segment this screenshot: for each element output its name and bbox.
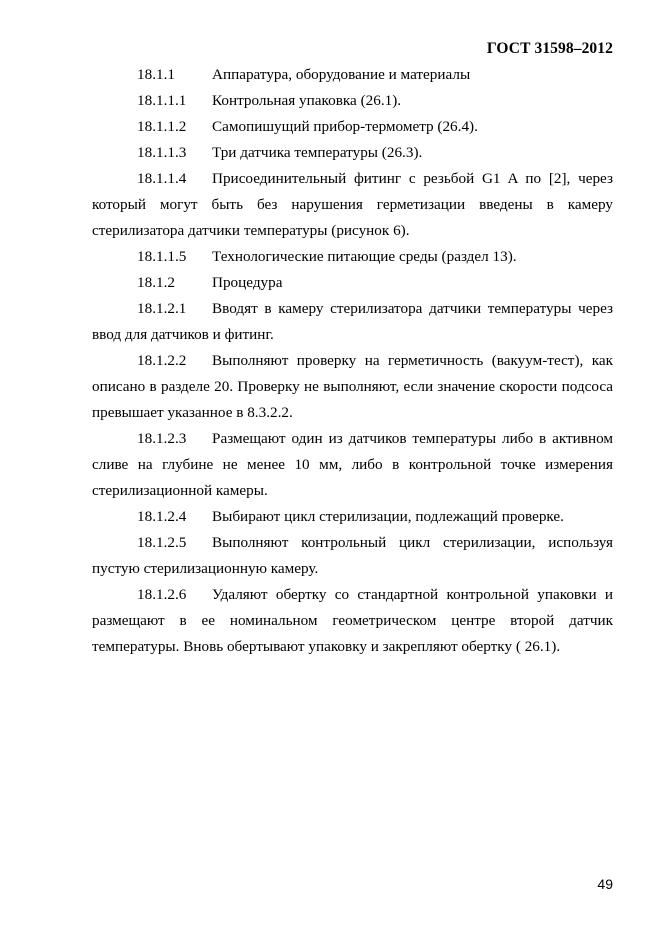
list-item (92, 530, 613, 582)
item-text: Выбирают цикл стерилизации, подлежащий проверке. (212, 508, 564, 525)
page-number: 49 (597, 876, 613, 892)
list-item (92, 140, 613, 166)
document-header: ГОСТ 31598–2012 (486, 40, 613, 57)
list-item (92, 114, 613, 140)
document-body (92, 62, 613, 660)
item-text: Три датчика температуры (26.3). (212, 144, 423, 161)
item-number: 18.1.2.5 (137, 534, 187, 551)
list-item (92, 244, 613, 270)
list-item (92, 504, 613, 530)
item-number: 18.1.2.2 (137, 352, 187, 369)
item-text: Присоединительный фитинг с резьбой G1 A по [2], через который могут быть без нарушения герметизации введены в камеру стерилизатора датчики температуры (рисунок 6). (92, 170, 613, 239)
list-item (92, 62, 613, 88)
item-text: Самопишущий прибор-термометр (26.4). (212, 118, 478, 135)
item-text: Выполняют контрольный цикл стерилизации, используя пустую стерилизационную камеру. (92, 534, 613, 577)
item-number: 18.1.2.1 (137, 300, 187, 317)
item-text: Вводят в камеру стерилизатора датчики температуры через ввод для датчиков и фитинг. (92, 300, 613, 343)
item-text: Размещают один из датчиков температуры либо в активном сливе на глубине не менее 10 мм, либо в контрольной точке измерения стерилизационной камеры. (92, 430, 613, 499)
item-text: Контрольная упаковка (26.1). (212, 92, 402, 109)
item-number: 18.1.1 (137, 66, 175, 83)
list-item (92, 88, 613, 114)
item-number: 18.1.2.4 (137, 508, 187, 525)
list-item (92, 296, 613, 348)
item-number: 18.1.2 (137, 274, 175, 291)
item-number: 18.1.1.4 (137, 170, 187, 187)
item-text: Удаляют обертку со стандартной контрольной упаковки и размещают в ее номинальном геометрическом центре второй датчик температуры. Вновь обертывают упаковку и закрепляют обертку ( 26.1). (92, 586, 613, 655)
item-number: 18.1.1.3 (137, 144, 187, 161)
list-item (92, 348, 613, 426)
list-item (92, 166, 613, 244)
item-text: Аппаратура, оборудование и материалы (212, 66, 471, 83)
list-item (92, 582, 613, 660)
item-number: 18.1.2.3 (137, 430, 187, 447)
item-text: Выполняют проверку на герметичность (вакуум-тест), как описано в разделе 20. Проверку не выполняют, если значение скорости подсоса превышает указанное в 8.3.2.2. (92, 352, 613, 421)
item-number: 18.1.1.2 (137, 118, 187, 135)
item-number: 18.1.2.6 (137, 586, 187, 603)
item-text: Процедура (212, 274, 283, 291)
list-item (92, 426, 613, 504)
item-text: Технологические питающие среды (раздел 13). (212, 248, 517, 265)
list-item (92, 270, 613, 296)
item-number: 18.1.1.5 (137, 248, 187, 265)
item-number: 18.1.1.1 (137, 92, 187, 109)
